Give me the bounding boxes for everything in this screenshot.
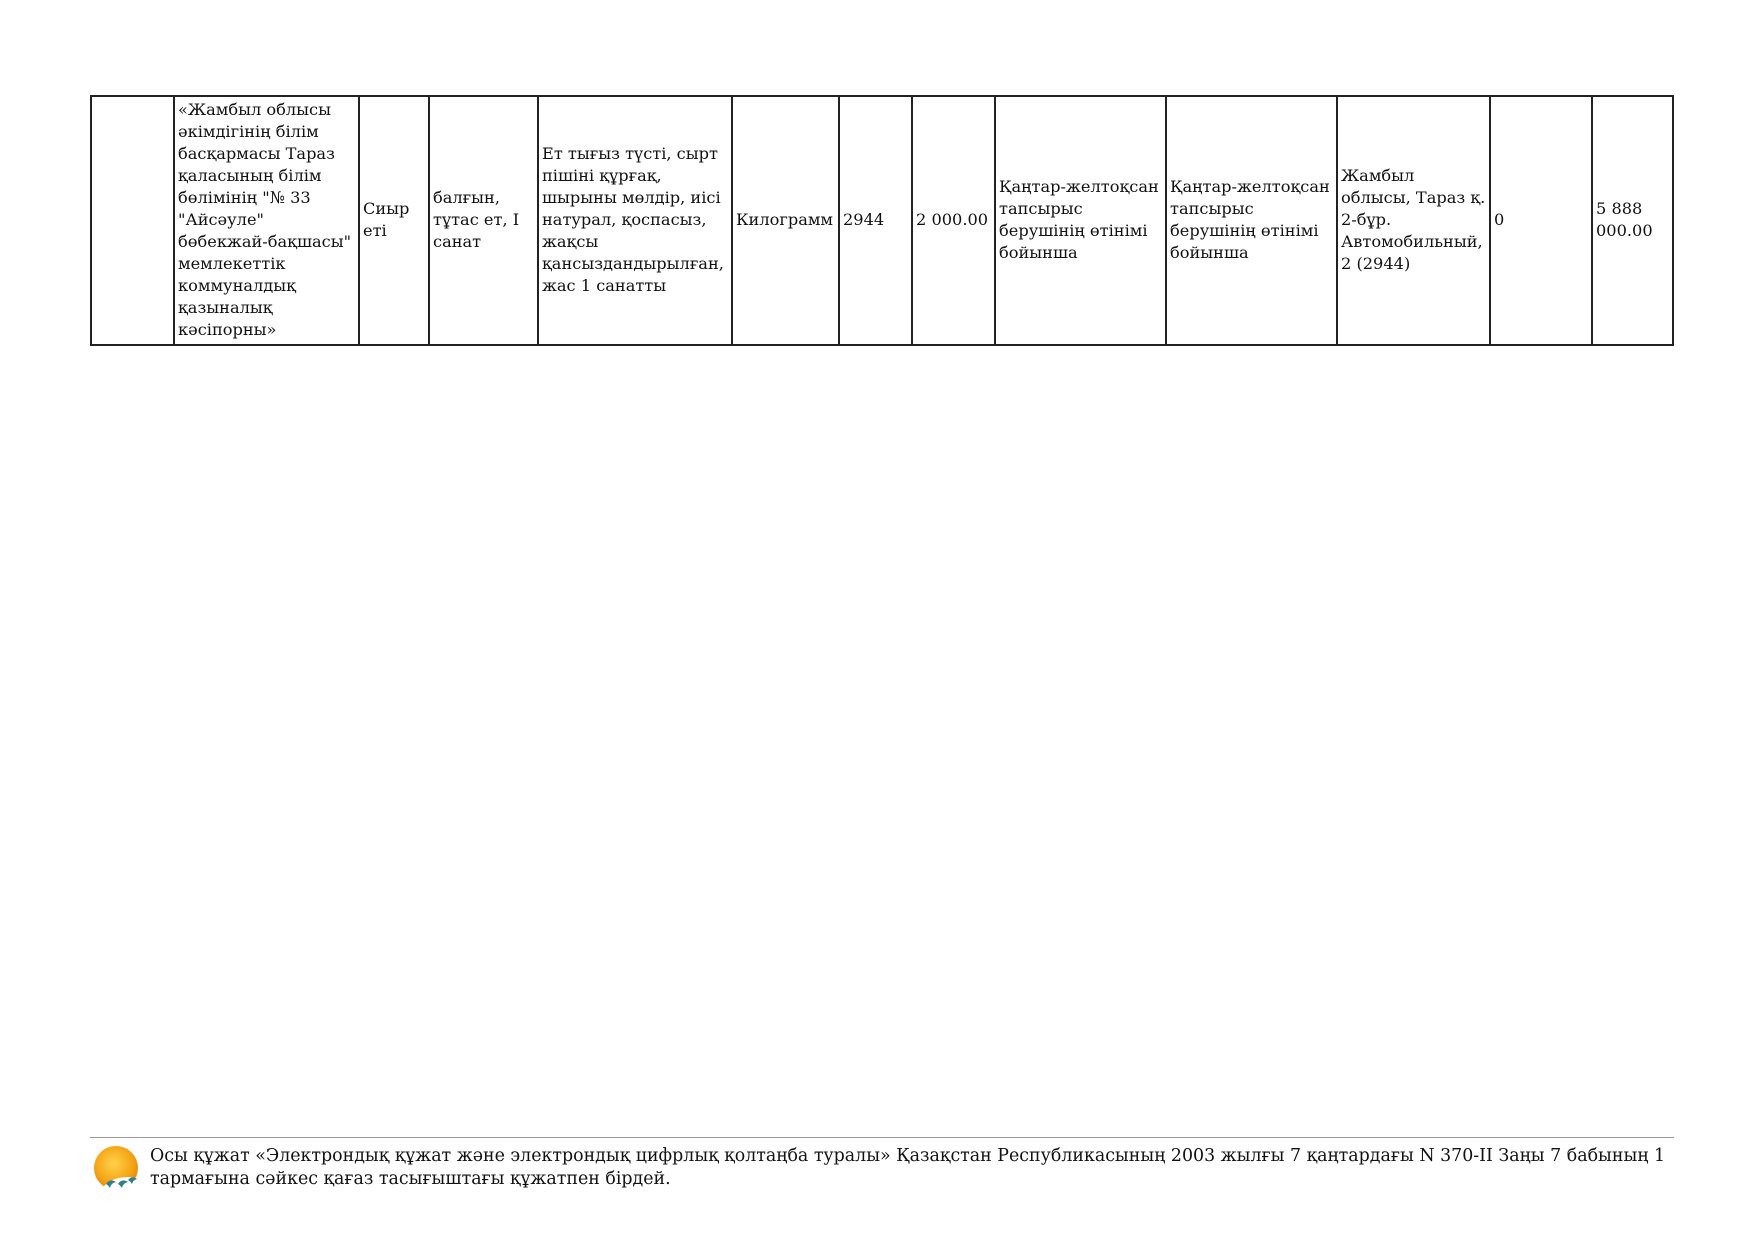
cell-characteristics: Ет тығыз түсті, сырт пішіні құрғақ, шырыны мөлдір, иісі натурал, қоспасыз, жақсы қансыздандырылған, жас 1 санатты [538, 96, 732, 345]
cell-item-short-description: балғын, тұтас ет, I санат [429, 96, 538, 345]
procurement-table [90, 95, 1674, 346]
cell-advance: 0 [1490, 96, 1592, 345]
legal-footer [90, 1137, 1674, 1189]
egov-seal-icon [92, 1144, 142, 1196]
cell-total: 5 888 000.00 [1592, 96, 1673, 345]
cell-delivery-place: Жамбыл облысы, Тараз қ. 2-бұр. Автомобильный, 2 (2944) [1337, 96, 1490, 345]
cell-unit: Килограмм [732, 96, 839, 345]
cell-number [91, 96, 174, 345]
table-row [91, 96, 1673, 345]
cell-quantity: 2944 [839, 96, 912, 345]
cell-item-name: Сиыр еті [359, 96, 429, 345]
cell-delivery-period: Қаңтар-желтоқсан тапсырыс берушінің өтінімі бойынша [995, 96, 1166, 345]
footer-legal-text: Осы құжат «Электрондық құжат және электрондық цифрлық қолтаңба туралы» Қазақстан Республикасының 2003 жылғы 7 қаңтардағы N 370-II Заңы 7 бабының 1 тармағына сәйкес қағаз тасығыштағы құжатпен бірдей. [150, 1146, 1666, 1189]
cell-customer: «Жамбыл облысы әкімдігінің білім басқармасы Тараз қаласының білім бөлімінің "№ 33 "Айсәуле" бөбекжай-бақшасы" мемлекеттік коммуналдық қазыналық кәсіпорны» [174, 96, 359, 345]
cell-price: 2 000.00 [912, 96, 995, 345]
cell-delivery-terms: Қаңтар-желтоқсан тапсырыс берушінің өтінімі бойынша [1166, 96, 1337, 345]
